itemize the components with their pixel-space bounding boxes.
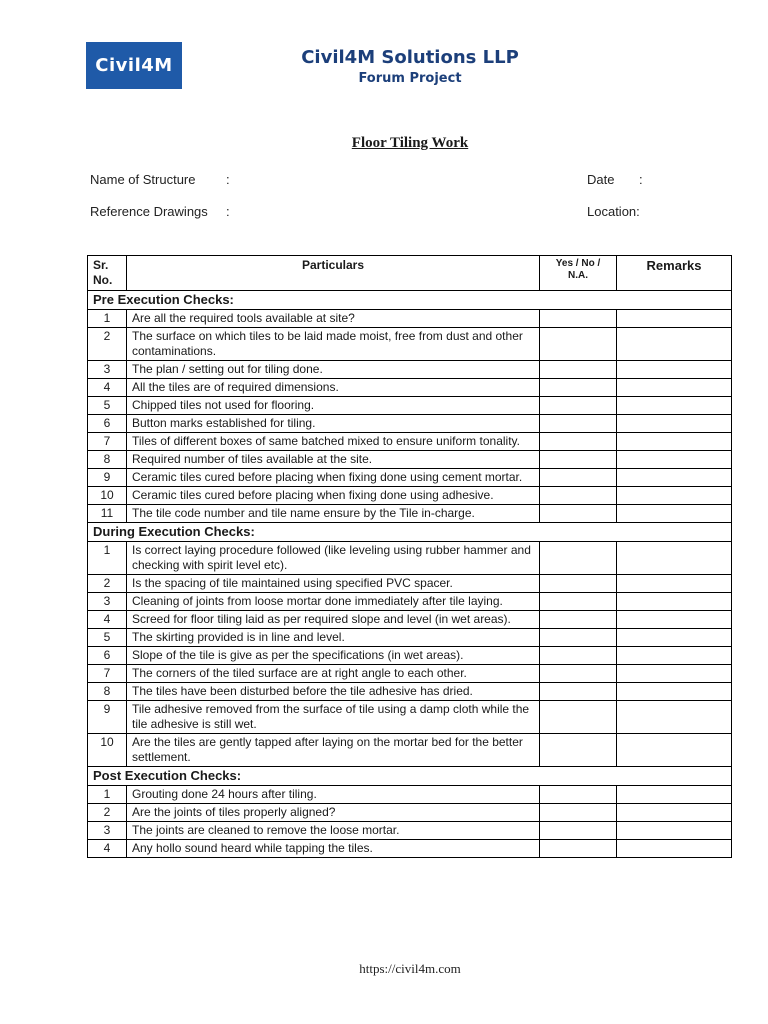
remarks-cell[interactable] — [617, 451, 732, 469]
table-row — [88, 379, 732, 397]
row-particular: The corners of the tiled surface are at right angle to each other. — [127, 665, 540, 683]
row-particular: Any hollo sound heard while tapping the tiles. — [127, 840, 540, 858]
section-row — [88, 523, 732, 542]
yes-no-na-cell[interactable] — [540, 786, 617, 804]
row-number: 10 — [88, 487, 127, 505]
yes-no-na-cell[interactable] — [540, 415, 617, 433]
header-yes-no-na: Yes / No / N.A. — [540, 256, 617, 291]
row-particular: Button marks established for tiling. — [127, 415, 540, 433]
header-sr-no: Sr. No. — [88, 256, 127, 291]
location-label: Location: — [587, 204, 640, 219]
checklist-body — [88, 291, 732, 858]
row-particular: The surface on which tiles to be laid made moist, free from dust and other contaminations. — [127, 328, 540, 361]
remarks-cell[interactable] — [617, 804, 732, 822]
remarks-cell[interactable] — [617, 328, 732, 361]
row-particular: The joints are cleaned to remove the loose mortar. — [127, 822, 540, 840]
row-number: 4 — [88, 379, 127, 397]
yes-no-na-cell[interactable] — [540, 647, 617, 665]
row-number: 8 — [88, 451, 127, 469]
row-number: 1 — [88, 542, 127, 575]
row-particular: Is correct laying procedure followed (like leveling using rubber hammer and checking with spirit level etc). — [127, 542, 540, 575]
yes-no-na-cell[interactable] — [540, 804, 617, 822]
row-particular: Ceramic tiles cured before placing when fixing done using cement mortar. — [127, 469, 540, 487]
row-number: 1 — [88, 786, 127, 804]
yes-no-na-cell[interactable] — [540, 379, 617, 397]
table-row — [88, 487, 732, 505]
row-number: 6 — [88, 415, 127, 433]
row-number: 1 — [88, 310, 127, 328]
table-row — [88, 397, 732, 415]
remarks-cell[interactable] — [617, 822, 732, 840]
row-number: 5 — [88, 629, 127, 647]
table-row — [88, 611, 732, 629]
remarks-cell[interactable] — [617, 542, 732, 575]
yes-no-na-cell[interactable] — [540, 542, 617, 575]
table-row — [88, 665, 732, 683]
row-particular: Are the tiles are gently tapped after laying on the mortar bed for the better settlement. — [127, 734, 540, 767]
form-title: Floor Tiling Work — [351, 135, 469, 151]
date-label: Date — [587, 172, 615, 187]
row-number: 6 — [88, 647, 127, 665]
header-remarks: Remarks — [617, 256, 732, 291]
remarks-cell[interactable] — [617, 786, 732, 804]
yes-no-na-cell[interactable] — [540, 683, 617, 701]
row-number: 5 — [88, 397, 127, 415]
yes-no-na-cell[interactable] — [540, 361, 617, 379]
table-row — [88, 433, 732, 451]
company-logo — [86, 42, 182, 89]
table-row — [88, 451, 732, 469]
table-row — [88, 786, 732, 804]
table-row — [88, 822, 732, 840]
remarks-cell[interactable] — [617, 611, 732, 629]
row-particular: Screed for floor tiling laid as per required slope and level (in wet areas). — [127, 611, 540, 629]
yes-no-na-cell[interactable] — [540, 575, 617, 593]
row-particular: Is the spacing of tile maintained using specified PVC spacer. — [127, 575, 540, 593]
table-row — [88, 505, 732, 523]
row-particular: Cleaning of joints from loose mortar done immediately after tile laying. — [127, 593, 540, 611]
yes-no-na-cell[interactable] — [540, 469, 617, 487]
table-row — [88, 734, 732, 767]
project-name: Forum Project — [358, 71, 462, 86]
remarks-cell[interactable] — [617, 701, 732, 734]
table-row — [88, 542, 732, 575]
yes-no-na-cell[interactable] — [540, 505, 617, 523]
yes-no-na-cell[interactable] — [540, 310, 617, 328]
remarks-cell[interactable] — [617, 469, 732, 487]
yes-no-na-cell[interactable] — [540, 822, 617, 840]
remarks-cell[interactable] — [617, 310, 732, 328]
remarks-cell[interactable] — [617, 665, 732, 683]
table-header-row — [88, 256, 732, 291]
row-particular: All the tiles are of required dimensions. — [127, 379, 540, 397]
row-particular: Slope of the tile is give as per the specifications (in wet areas). — [127, 647, 540, 665]
remarks-cell[interactable] — [617, 433, 732, 451]
name-of-structure-colon: : — [226, 172, 230, 187]
table-row — [88, 683, 732, 701]
row-number: 9 — [88, 701, 127, 734]
table-row — [88, 361, 732, 379]
yes-no-na-cell[interactable] — [540, 611, 617, 629]
remarks-cell[interactable] — [617, 629, 732, 647]
table-row — [88, 415, 732, 433]
row-number: 10 — [88, 734, 127, 767]
row-particular: Are all the required tools available at site? — [127, 310, 540, 328]
row-particular: Are the joints of tiles properly aligned? — [127, 804, 540, 822]
section-row — [88, 767, 732, 786]
row-particular: Tile adhesive removed from the surface of tile using a damp cloth while the tile adhesive is still wet. — [127, 701, 540, 734]
remarks-cell[interactable] — [617, 647, 732, 665]
row-number: 4 — [88, 840, 127, 858]
row-particular: The skirting provided is in line and level. — [127, 629, 540, 647]
row-number: 8 — [88, 683, 127, 701]
table-row — [88, 629, 732, 647]
row-number: 2 — [88, 804, 127, 822]
table-row — [88, 469, 732, 487]
row-particular: The tiles have been disturbed before the tile adhesive has dried. — [127, 683, 540, 701]
remarks-cell[interactable] — [617, 683, 732, 701]
row-number: 3 — [88, 822, 127, 840]
row-number: 4 — [88, 611, 127, 629]
footer-url[interactable]: https://civil4m.com — [359, 961, 461, 976]
remarks-cell[interactable] — [617, 379, 732, 397]
row-number: 9 — [88, 469, 127, 487]
row-particular: The tile code number and tile name ensure by the Tile in-charge. — [127, 505, 540, 523]
header-particulars: Particulars — [127, 256, 540, 291]
row-particular: Chipped tiles not used for flooring. — [127, 397, 540, 415]
remarks-cell[interactable] — [617, 487, 732, 505]
yes-no-na-cell[interactable] — [540, 397, 617, 415]
table-row — [88, 647, 732, 665]
table-row — [88, 310, 732, 328]
table-row — [88, 701, 732, 734]
company-name: Civil4M Solutions LLP — [301, 47, 519, 68]
section-title: Post Execution Checks: — [88, 767, 732, 786]
section-title: During Execution Checks: — [88, 523, 732, 542]
row-particular: The plan / setting out for tiling done. — [127, 361, 540, 379]
row-number: 7 — [88, 433, 127, 451]
remarks-cell[interactable] — [617, 505, 732, 523]
remarks-cell[interactable] — [617, 593, 732, 611]
table-row — [88, 840, 732, 858]
row-number: 7 — [88, 665, 127, 683]
yes-no-na-cell[interactable] — [540, 487, 617, 505]
yes-no-na-cell[interactable] — [540, 629, 617, 647]
row-particular: Ceramic tiles cured before placing when fixing done using adhesive. — [127, 487, 540, 505]
name-of-structure-label: Name of Structure — [90, 172, 196, 187]
row-number: 2 — [88, 575, 127, 593]
table-row — [88, 593, 732, 611]
section-title: Pre Execution Checks: — [88, 291, 732, 310]
table-row — [88, 804, 732, 822]
remarks-cell[interactable] — [617, 397, 732, 415]
remarks-cell[interactable] — [617, 734, 732, 767]
remarks-cell[interactable] — [617, 361, 732, 379]
remarks-cell[interactable] — [617, 840, 732, 858]
row-number: 2 — [88, 328, 127, 361]
table-row — [88, 575, 732, 593]
checklist-table — [87, 255, 732, 858]
yes-no-na-cell[interactable] — [540, 701, 617, 734]
reference-drawings-label: Reference Drawings — [90, 204, 208, 219]
yes-no-na-cell[interactable] — [540, 734, 617, 767]
date-colon: : — [639, 172, 643, 187]
row-number: 3 — [88, 361, 127, 379]
remarks-cell[interactable] — [617, 415, 732, 433]
row-particular: Tiles of different boxes of same batched mixed to ensure uniform tonality. — [127, 433, 540, 451]
row-particular: Required number of tiles available at the site. — [127, 451, 540, 469]
yes-no-na-cell[interactable] — [540, 665, 617, 683]
yes-no-na-cell[interactable] — [540, 433, 617, 451]
logo-text: Civil4M — [95, 55, 173, 76]
reference-drawings-colon: : — [226, 204, 230, 219]
yes-no-na-cell[interactable] — [540, 328, 617, 361]
row-particular: Grouting done 24 hours after tiling. — [127, 786, 540, 804]
remarks-cell[interactable] — [617, 575, 732, 593]
section-row — [88, 291, 732, 310]
row-number: 11 — [88, 505, 127, 523]
row-number: 3 — [88, 593, 127, 611]
table-row — [88, 328, 732, 361]
yes-no-na-cell[interactable] — [540, 451, 617, 469]
yes-no-na-cell[interactable] — [540, 840, 617, 858]
yes-no-na-cell[interactable] — [540, 593, 617, 611]
